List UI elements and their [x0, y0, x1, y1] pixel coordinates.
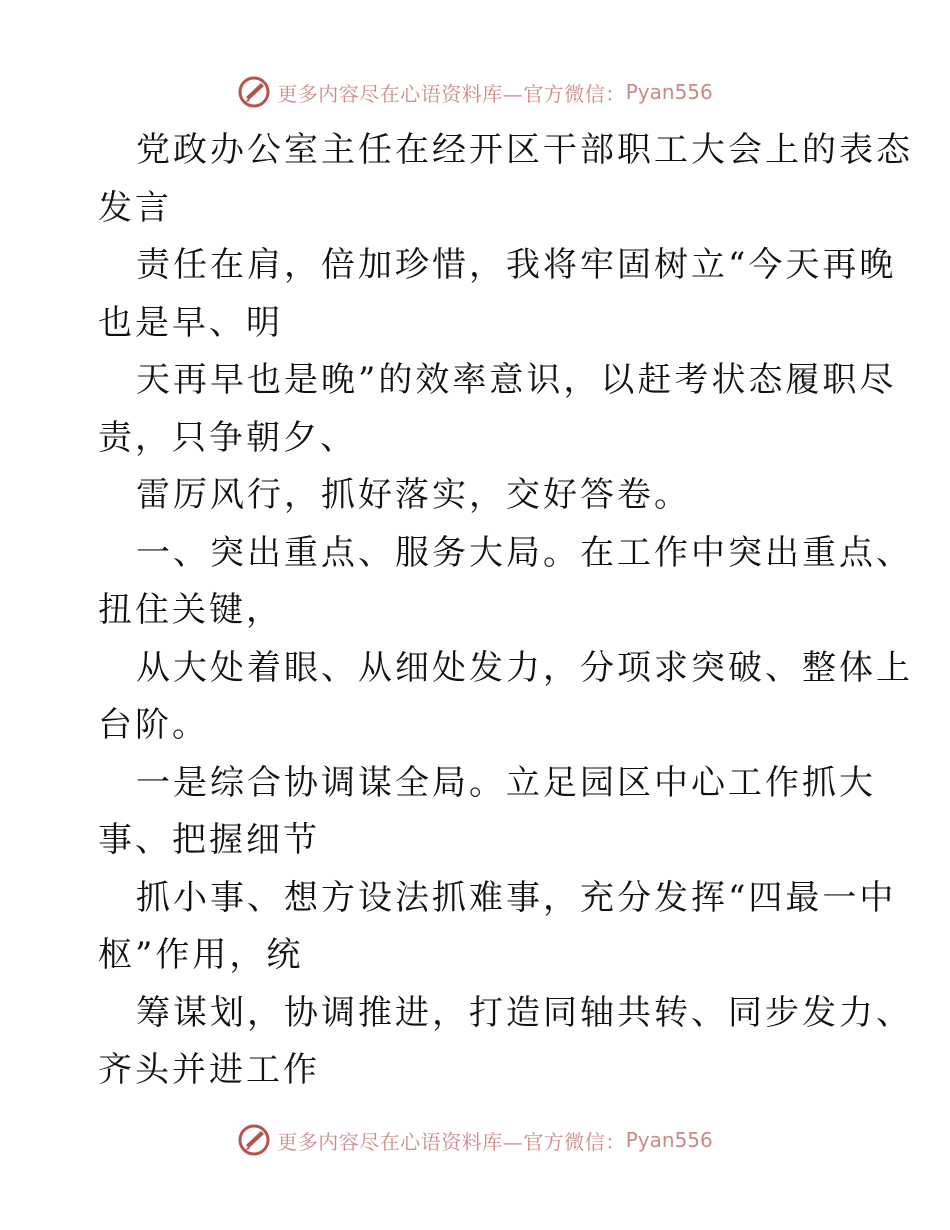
header-banner	[0, 72, 950, 112]
text-line: 责任在肩，倍加珍惜，我将牢固树立“今天再晚	[136, 245, 897, 285]
text-line: 责，只争朝夕、	[98, 417, 357, 458]
banner-text: 更多内容尽在心语资料库—官方微信：	[277, 81, 626, 106]
text-line: 也是早、明	[98, 302, 283, 343]
footer-banner	[0, 1120, 950, 1160]
text-line: 抓小事、想方设法抓难事，充分发挥“四最一中	[136, 877, 897, 918]
logo-icon	[237, 75, 271, 109]
logo-icon	[237, 1123, 271, 1157]
text-line: 一是综合协调谋全局。立足园区中心工作抓大	[136, 762, 876, 803]
text-line: 台阶。	[98, 705, 209, 745]
text-line: 枢”作用，统	[98, 935, 304, 975]
banner-wechat-id: Pyan556	[625, 80, 713, 104]
text-line: 筹谋划，协调推进，打造同轴共转、同步发力、	[136, 992, 913, 1033]
document-body	[98, 122, 913, 1100]
text-line: 天再早也是晚”的效率意识，以赶考状态履职尽	[136, 360, 897, 400]
banner-wechat-id: Pyan556	[625, 1128, 713, 1152]
text-line: 雷厉风行，抓好落实，交好答卷。	[136, 475, 691, 515]
text-line: 事、把握细节	[98, 820, 320, 860]
text-line: 党政办公室主任在经开区干部职工大会上的表态	[136, 130, 913, 170]
banner-text: 更多内容尽在心语资料库—官方微信：	[277, 1129, 626, 1154]
text-line: 齐头并进工作	[98, 1050, 320, 1090]
text-line: 扭住关键，	[98, 590, 283, 630]
text-line: 一、突出重点、服务大局。在工作中突出重点、	[136, 532, 913, 573]
text-line: 从大处着眼、从细处发力，分项求突破、整体上	[136, 647, 913, 688]
text-line: 发言	[98, 187, 172, 228]
